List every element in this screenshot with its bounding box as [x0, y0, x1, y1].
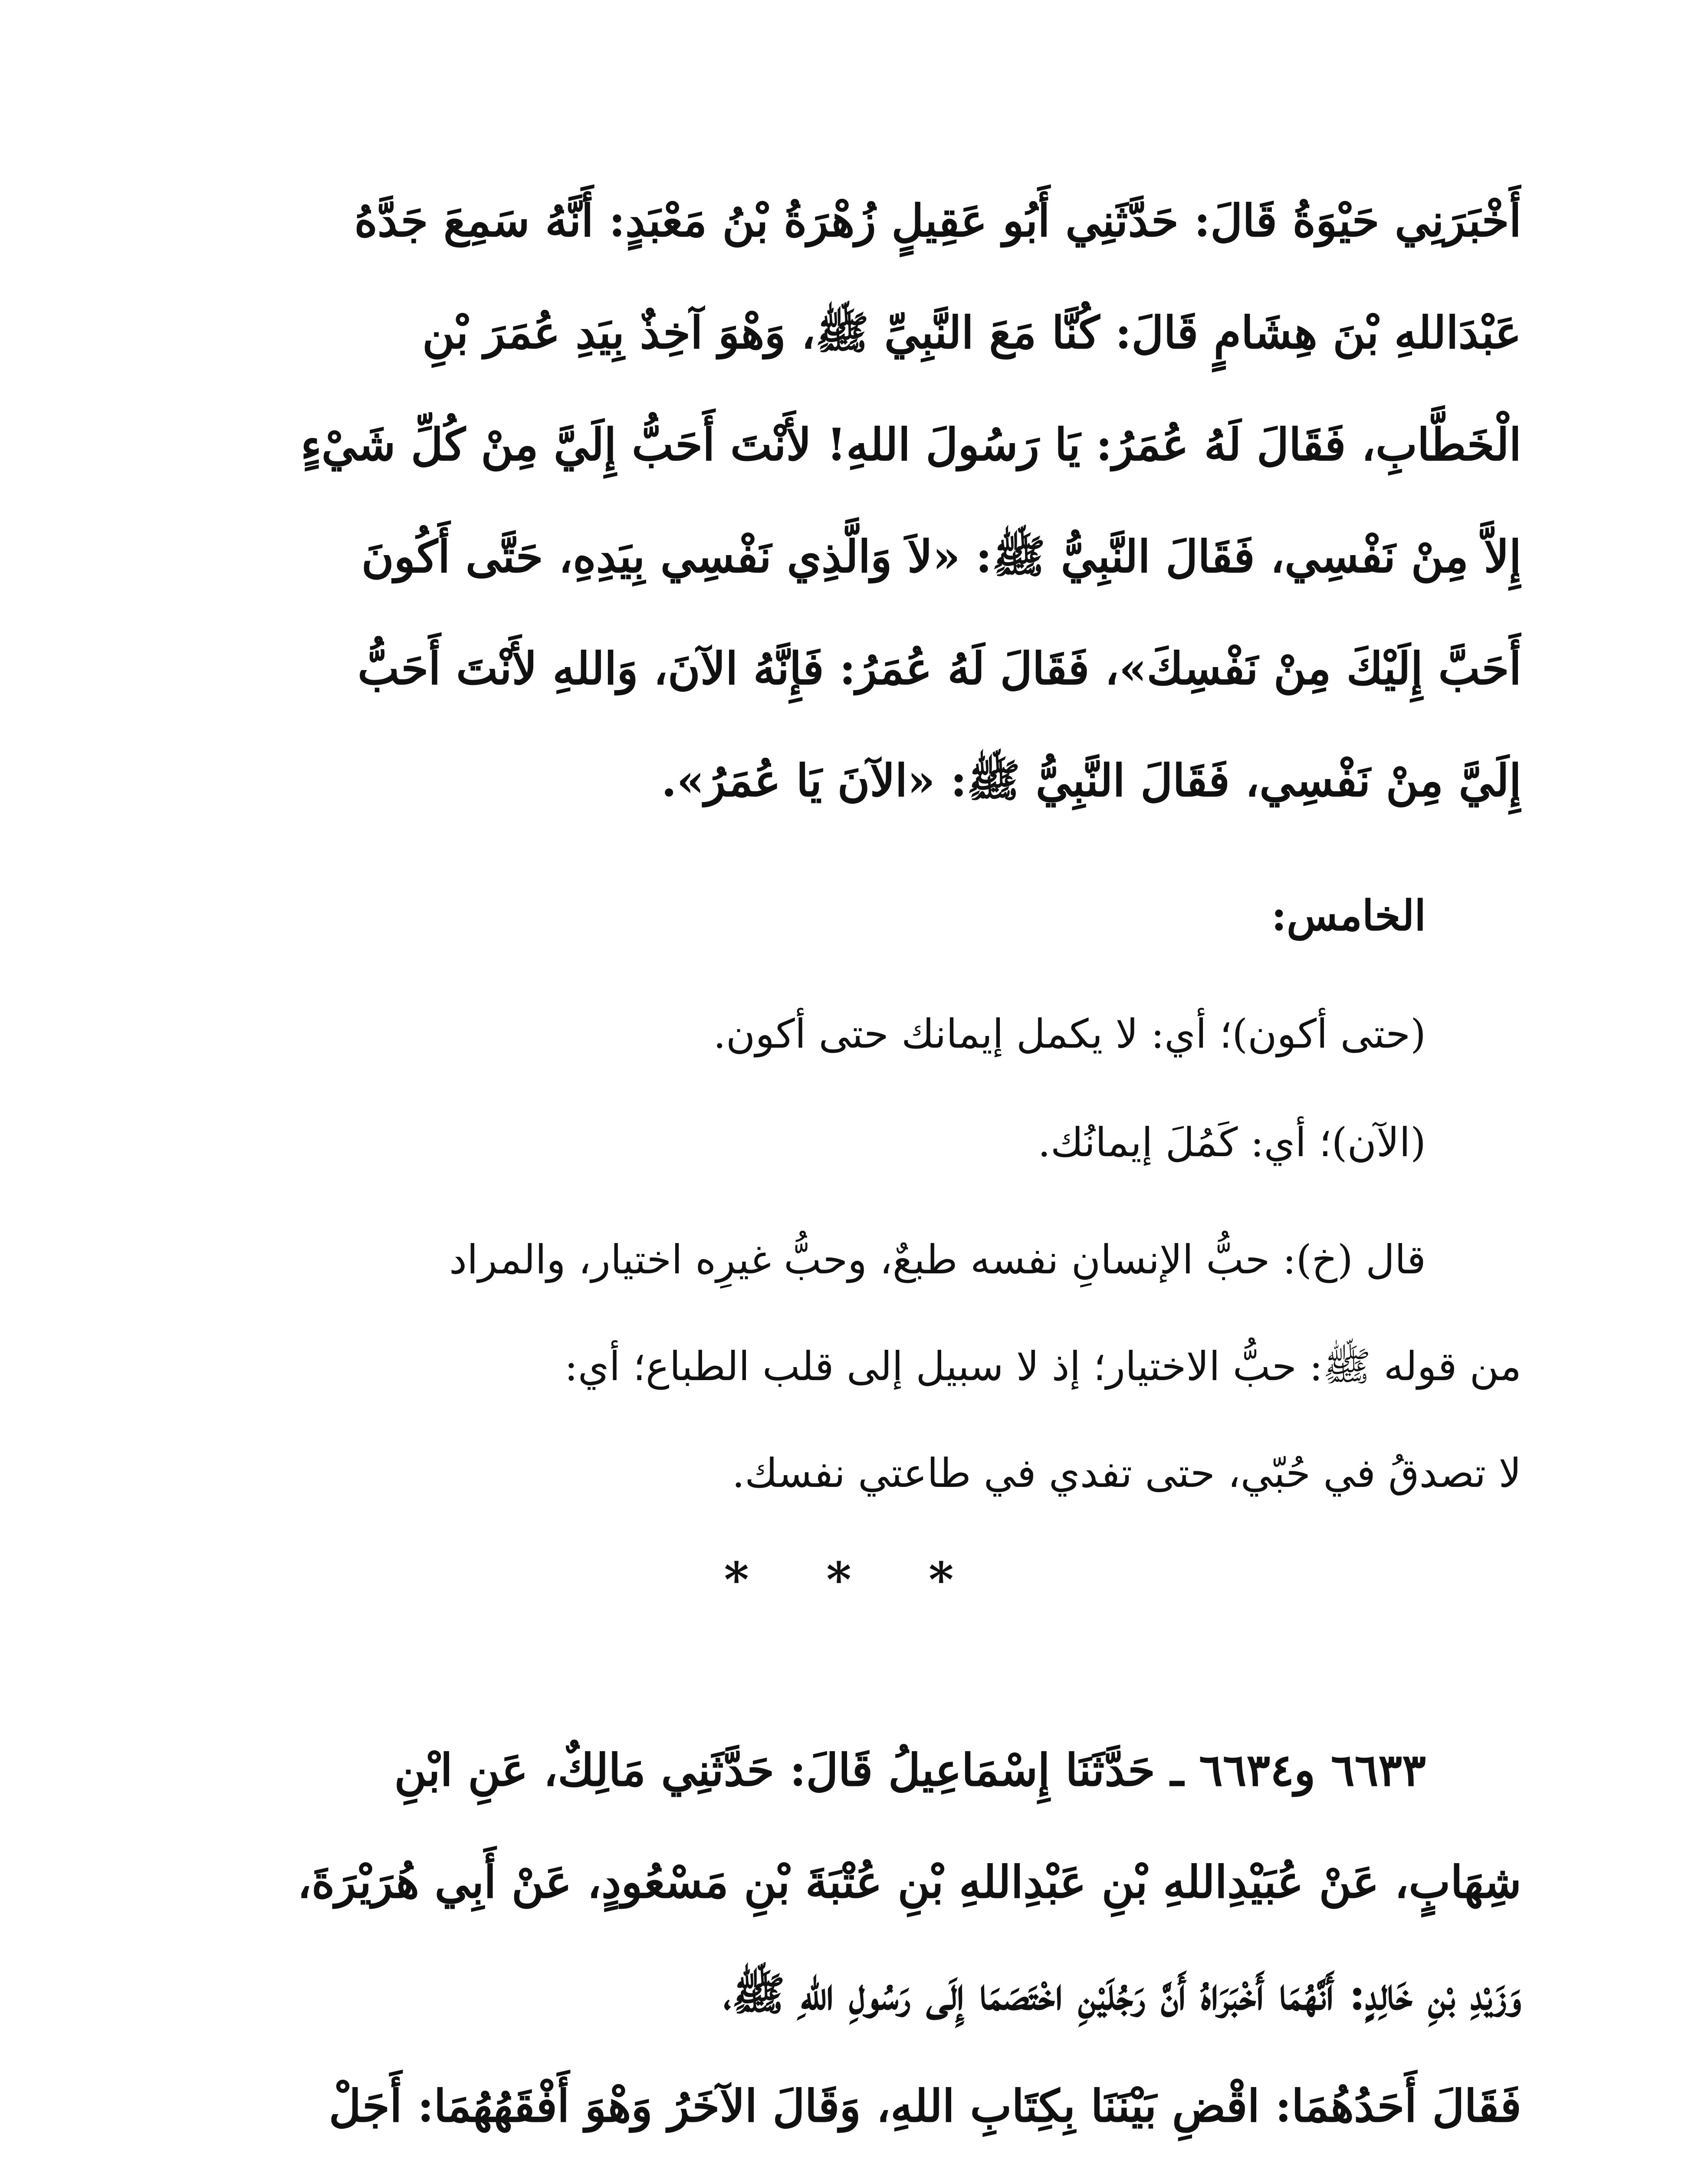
- hadith-bottom-line: فَقَالَ أَحَدُهُمَا: اقْضِ بَيْنَنَا بِكِتَابِ اللهِ، وَقَالَ الآخَرُ وَهْوَ أَفْقَهُهُمَا: أَجَلْ: [328, 2080, 1521, 2132]
- hadith-top-line: عَبْدَاللهِ بْنَ هِشَامٍ قَالَ: كُنَّا مَعَ النَّبِيِّ ﷺ، وَهْوَ آخِذٌ بِيَدِ عُمَرَ بْنِ: [422, 307, 1521, 359]
- hadith-top-line: أَخْبَرَنِي حَيْوَةُ قَالَ: حَدَّثَنِي أَبُو عَقِيلٍ زُهْرَةُ بْنُ مَعْبَدٍ: أَنَّهُ سَمِعَ جَدَّهُ: [354, 195, 1521, 247]
- hadith-top-line: أَحَبَّ إِلَيْكَ مِنْ نَفْسِكَ»، فَقَالَ لَهُ عُمَرُ: فَإِنَّهُ الآنَ، وَاللهِ لأَنْتَ أَحَبُّ: [358, 643, 1521, 695]
- hadith-bottom-line: شِهَابٍ، عَنْ عُبَيْدِاللهِ بْنِ عَبْدِاللهِ بْنِ عُتْبَةَ بْنِ مَسْعُودٍ، عَنْ أَبِي هُرَيْرَةَ،: [297, 1856, 1521, 1908]
- hadith-text-top: [187, 165, 1521, 837]
- hadith-bottom-line: ٦٦٣٣ و٦٦٣٤ ـ حَدَّثَنَا إِسْمَاعِيلُ قَالَ: حَدَّثَنِي مَالِكٌ، عَنِ ابْنِ: [394, 1744, 1426, 1796]
- hadith-text-bottom: [187, 1714, 1521, 2170]
- hadith-bottom-line: وَزَيْدِ بْنِ خَالِدٍ: أَنَّهُمَا أَخْبَرَاهُ أَنَّ رَجُلَيْنِ اخْتَصَمَا إِلَى رَسُولِ اللهِ ﷺ،: [723, 1968, 1521, 2020]
- note-line: (حتى أكون)؛ أي: لا يكمل إيمانك حتى أكون.: [713, 1011, 1426, 1057]
- explanatory-note: [187, 981, 1521, 1088]
- commentary-line: من قوله ﷺ: حبُّ الاختيار؛ إذ لا سبيل إلى قلب الطباع؛ أي:: [564, 1343, 1521, 1390]
- hadith-top-line: إِلاَّ مِنْ نَفْسِي، فَقَالَ النَّبِيُّ ﷺ: «لاَ وَالَّذِي نَفْسِي بِيَدِهِ، حَتَّى أَكُونَ: [361, 531, 1521, 583]
- explanatory-note: [187, 1089, 1521, 1196]
- note-line: (الآن)؛ أي: كَمُلَ إيمانُك.: [1038, 1119, 1426, 1166]
- commentary-line: قال (خ): حبُّ الإنسانِ نفسه طبعٌ، وحبُّ غيرِه اختيار، والمراد: [449, 1236, 1426, 1283]
- section-heading: الخامس:: [1271, 891, 1426, 940]
- commentary-line: لا تصدقُ في حُبّي، حتى تفدي في طاعتي نفسك.: [732, 1450, 1521, 1496]
- hadith-top-line: إِلَيَّ مِنْ نَفْسِي، فَقَالَ النَّبِيُّ ﷺ: «الآنَ يَا عُمَرُ».: [661, 755, 1521, 807]
- section-separator: * * *: [724, 1552, 984, 1608]
- commentary-paragraph: [187, 1207, 1521, 1527]
- hadith-top-line: الْخَطَّابِ، فَقَالَ لَهُ عُمَرُ: يَا رَسُولَ اللهِ! لأَنْتَ أَحَبُّ إِلَيَّ مِنْ كُلِّ شَيْءٍ: [300, 419, 1521, 471]
- hadith-bottom-line: [187, 2162, 1521, 2170]
